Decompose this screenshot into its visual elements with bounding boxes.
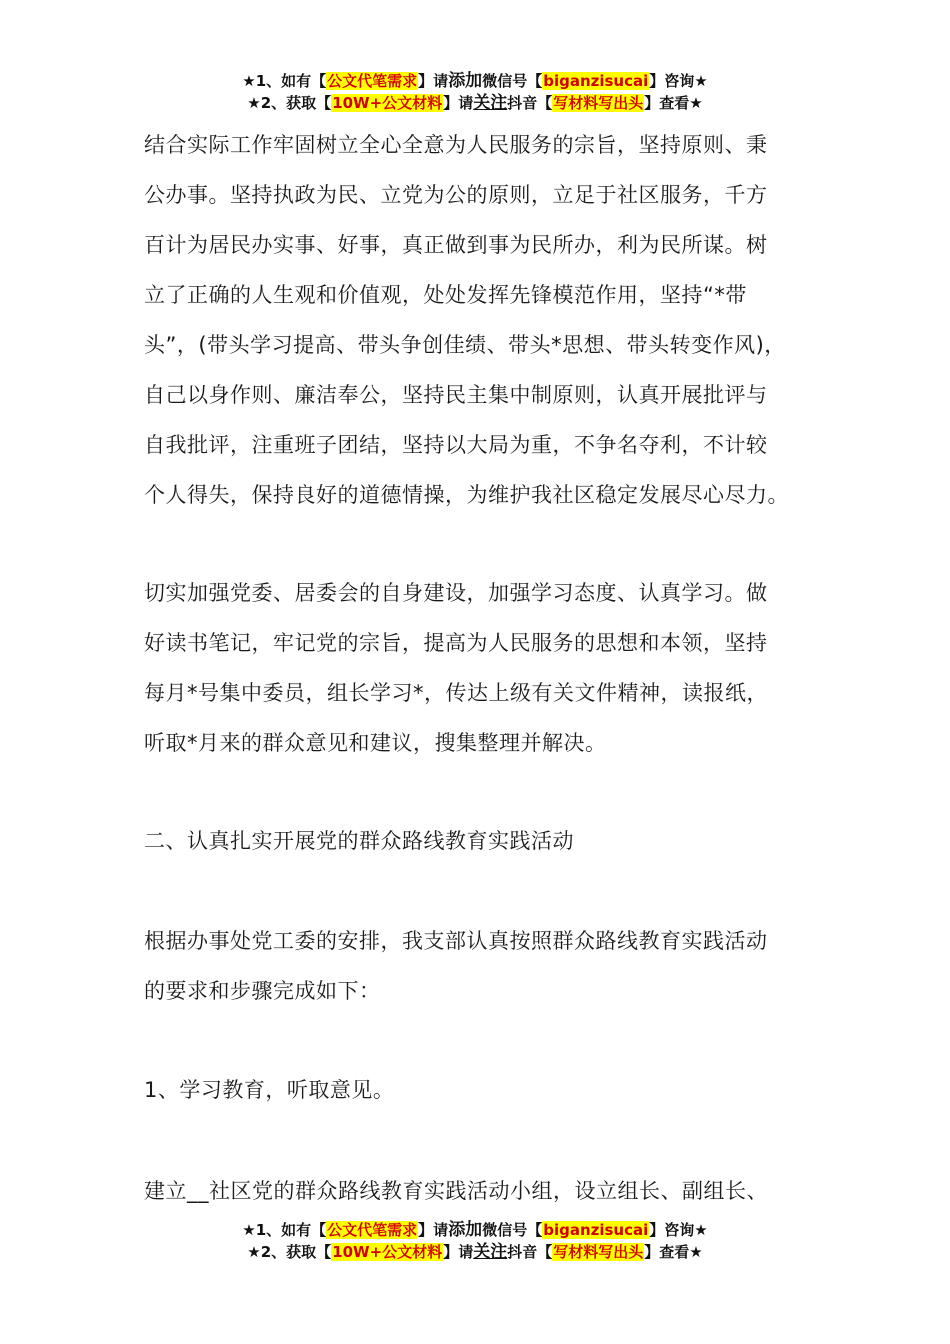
paragraph-self-building	[144, 568, 816, 768]
wechat-id-highlight: biganzisucai	[543, 72, 649, 90]
text-line: 头”，(带头学习提高、带头争创佳绩、带头*思想、带头转变作风)，	[144, 333, 786, 357]
promo-line-1	[0, 70, 950, 92]
promo-emphasis: 添加	[448, 1220, 483, 1240]
promo-line-1	[0, 1219, 950, 1241]
douyin-id-highlight: 写材料写出头	[553, 1243, 644, 1261]
promo-highlight: 10W+公文材料	[332, 94, 443, 112]
text-line: 根据办事处党工委的安排，我支部认真按照群众路线教育实践活动	[144, 929, 768, 953]
text-line: 百计为居民办实事、好事，真正做到事为民所办，利为民所谋。树	[144, 233, 768, 257]
list-item-1	[144, 1065, 816, 1115]
promo-text: 微信号【	[482, 72, 543, 90]
promo-text: ★2、获取【	[247, 94, 332, 112]
text-line: 公办事。坚持执政为民、立党为公的原则，立足于社区服务，千方	[144, 183, 768, 207]
promo-highlight: 公文代笔需求	[327, 1221, 418, 1239]
promo-highlight: 10W+公文材料	[332, 1243, 443, 1261]
text-line: 每月*号集中委员，组长学习*，传达上级有关文件精神，读报纸，	[144, 681, 768, 705]
promo-text: ★2、获取【	[247, 1243, 332, 1261]
promo-text: 】咨询★	[649, 72, 708, 90]
text-line: 听取*月来的群众意见和建议，搜集整理并解决。	[144, 731, 607, 755]
promo-text: 微信号【	[482, 1221, 543, 1239]
promo-line-2	[0, 1241, 950, 1263]
promo-emphasis: 关注	[473, 1242, 508, 1262]
promo-emphasis: 添加	[448, 71, 483, 91]
promo-text: 】咨询★	[649, 1221, 708, 1239]
promo-text: 抖音【	[507, 94, 553, 112]
promo-text: 】请	[443, 94, 474, 112]
paragraph-service-principle	[144, 120, 816, 520]
heading-text: 二、认真扎实开展党的群众路线教育实践活动	[144, 829, 574, 853]
promo-line-2	[0, 92, 950, 114]
promo-text: ★1、如有【	[242, 72, 327, 90]
text-line: 结合实际工作牢固树立全心全意为人民服务的宗旨，坚持原则、秉	[144, 133, 768, 157]
header-promo-banner	[0, 70, 950, 114]
footer-promo-banner	[0, 1219, 950, 1263]
text-line: 切实加强党委、居委会的自身建设，加强学习态度、认真学习。做	[144, 581, 768, 605]
text-line: 建立__社区党的群众路线教育实践活动小组，设立组长、副组长、	[144, 1179, 768, 1203]
text-line: 个人得失，保持良好的道德情操，为维护我社区稳定发展尽心尽力。	[144, 483, 789, 507]
text-line: 的要求和步骤完成如下：	[144, 979, 381, 1003]
promo-text: 】查看★	[644, 94, 703, 112]
promo-text: 】请	[418, 1221, 449, 1239]
section-heading-2	[144, 816, 816, 866]
wechat-id-highlight: biganzisucai	[543, 1221, 649, 1239]
text-line: 自己以身作则、廉洁奉公，坚持民主集中制原则，认真开展批评与	[144, 383, 768, 407]
paragraph-establish-group	[144, 1166, 816, 1216]
promo-text: 】请	[418, 72, 449, 90]
promo-text: ★1、如有【	[242, 1221, 327, 1239]
text-line: 自我批评，注重班子团结，坚持以大局为重，不争名夺利，不计较	[144, 433, 768, 457]
promo-highlight: 公文代笔需求	[327, 72, 418, 90]
promo-text: 】请	[443, 1243, 474, 1261]
promo-text: 】查看★	[644, 1243, 703, 1261]
douyin-id-highlight: 写材料写出头	[553, 94, 644, 112]
list-item-text: 1、学习教育，听取意见。	[144, 1078, 395, 1102]
paragraph-arrangement	[144, 916, 816, 1016]
text-line: 立了正确的人生观和价值观，处处发挥先锋模范作用，坚持“*带	[144, 283, 747, 307]
promo-emphasis: 关注	[473, 93, 508, 113]
text-line: 好读书笔记，牢记党的宗旨，提高为人民服务的思想和本领，坚持	[144, 631, 768, 655]
promo-text: 抖音【	[507, 1243, 553, 1261]
